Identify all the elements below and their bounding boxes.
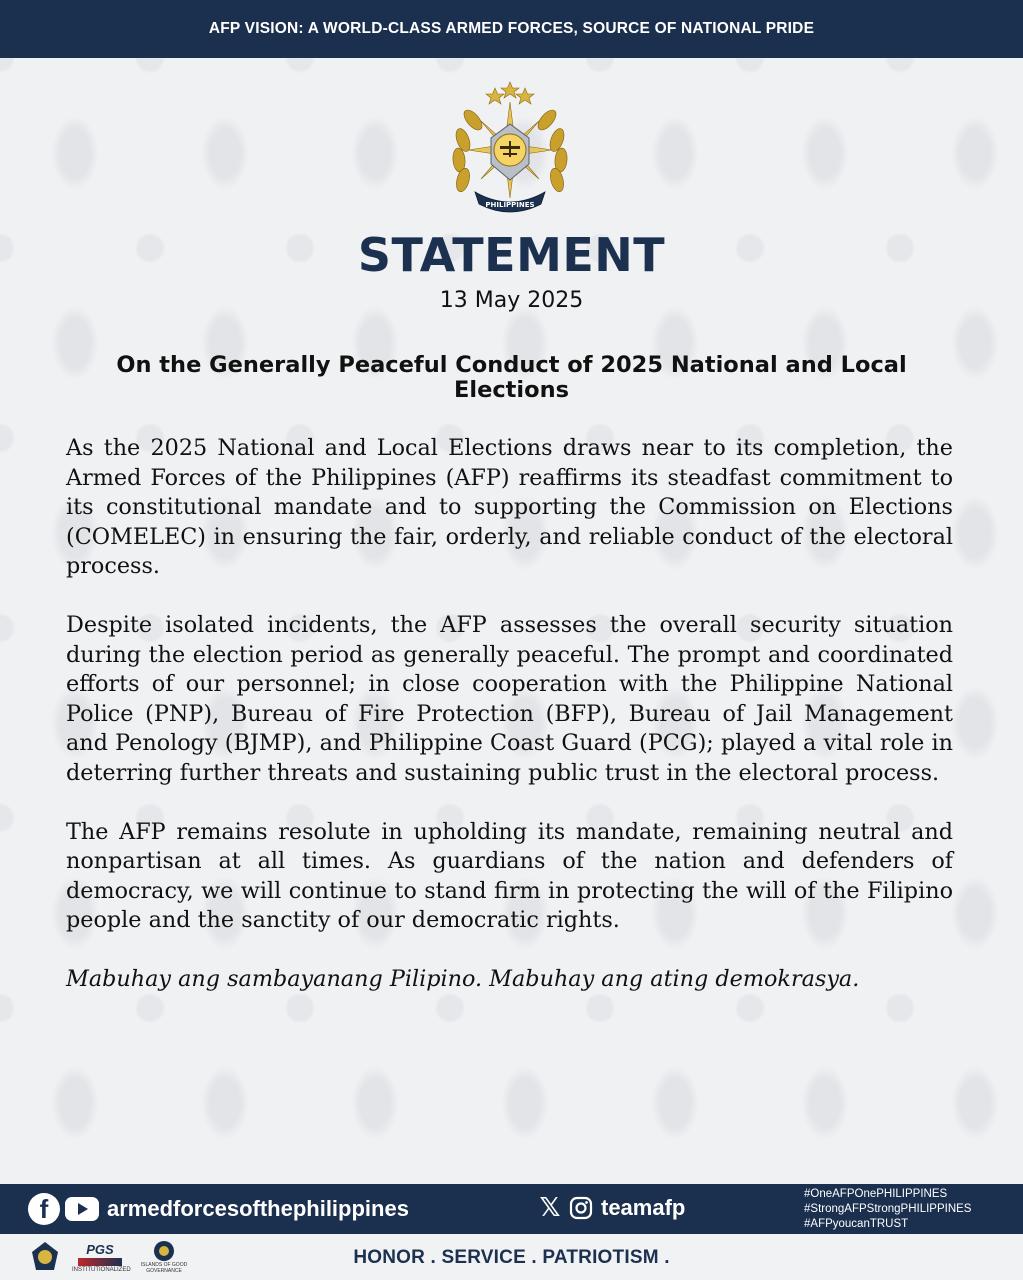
vision-banner xyxy=(0,0,1023,58)
hashtag: #OneAFPOnePHILIPPINES xyxy=(804,1188,948,1200)
statement-date: 13 May 2025 xyxy=(439,288,584,313)
social-footer xyxy=(0,1184,1023,1234)
facebook-icon[interactable]: f xyxy=(28,1193,60,1225)
hashtag-list xyxy=(804,1187,971,1232)
seal-label: PHILIPPINES xyxy=(485,201,535,209)
hashtag: #AFPyoucanTRUST xyxy=(804,1218,909,1230)
facebook-youtube-handle[interactable]: armedforcesofthephilippines xyxy=(107,1196,409,1221)
closing-line: Mabuhay ang sambayanang Pilipino. Mabuhay ang ating demokrasya. xyxy=(66,966,860,992)
paragraph-2: Despite isolated incidents, the AFP assesses the overall security situation during the election period as generally peaceful. The prompt and coordinated efforts of our personnel; in close cooperation with the Philippine National Police (PNP), Bureau of Fire Protection (BFP), Bureau of Jail Management and Penology (BJMP), and Philippine Coast Guard (PCG); played a vital role in deterring further threats and sustaining public trust in the electoral process. xyxy=(66,612,953,786)
hashtag: #StrongAFPStrongPHILIPPINES xyxy=(804,1203,972,1215)
statement-body xyxy=(66,434,953,1024)
statement-subject: On the Generally Peaceful Conduct of 2025 National and Local Elections xyxy=(116,352,907,403)
facebook-youtube-link[interactable] xyxy=(28,1193,409,1225)
vision-text: AFP VISION: A WORLD-CLASS ARMED FORCES, SOURCE OF NATIONAL PRIDE xyxy=(208,20,815,37)
x-icon[interactable]: 𝕏 xyxy=(539,1193,561,1223)
x-instagram-handle[interactable]: teamafp xyxy=(601,1195,686,1220)
motto: HONOR . SERVICE . PATRIOTISM . xyxy=(353,1247,670,1268)
paragraph-3: The AFP remains resolute in upholding its mandate, remaining neutral and nonpartisan at all times. As guardians of the nation and defenders of democracy, we will continue to stand firm in protecting the will of the Filipino people and the sanctity of our democratic rights. xyxy=(66,818,953,933)
youtube-icon[interactable] xyxy=(65,1197,99,1221)
afp-seal-icon xyxy=(445,80,575,220)
page-title: STATEMENT xyxy=(357,228,666,282)
instagram-icon[interactable] xyxy=(569,1196,593,1220)
governance-subtitle: ISLANDS OF GOOD GOVERNANCE xyxy=(140,1262,188,1274)
x-instagram-link[interactable] xyxy=(537,1193,685,1223)
pgs-subtitle: INSTITUTIONALIZED xyxy=(72,1266,131,1273)
pgs-label: PGS xyxy=(86,1241,114,1257)
paragraph-1: As the 2025 National and Local Elections draws near to its completion, the Armed Forces of the Philippines (AFP) reaffirms its steadfast commitment to its constitutional mandate and to supporting the Commission on Elections (COMELEC) in ensuring the fair, orderly, and reliable conduct of the electoral process. xyxy=(66,435,953,579)
